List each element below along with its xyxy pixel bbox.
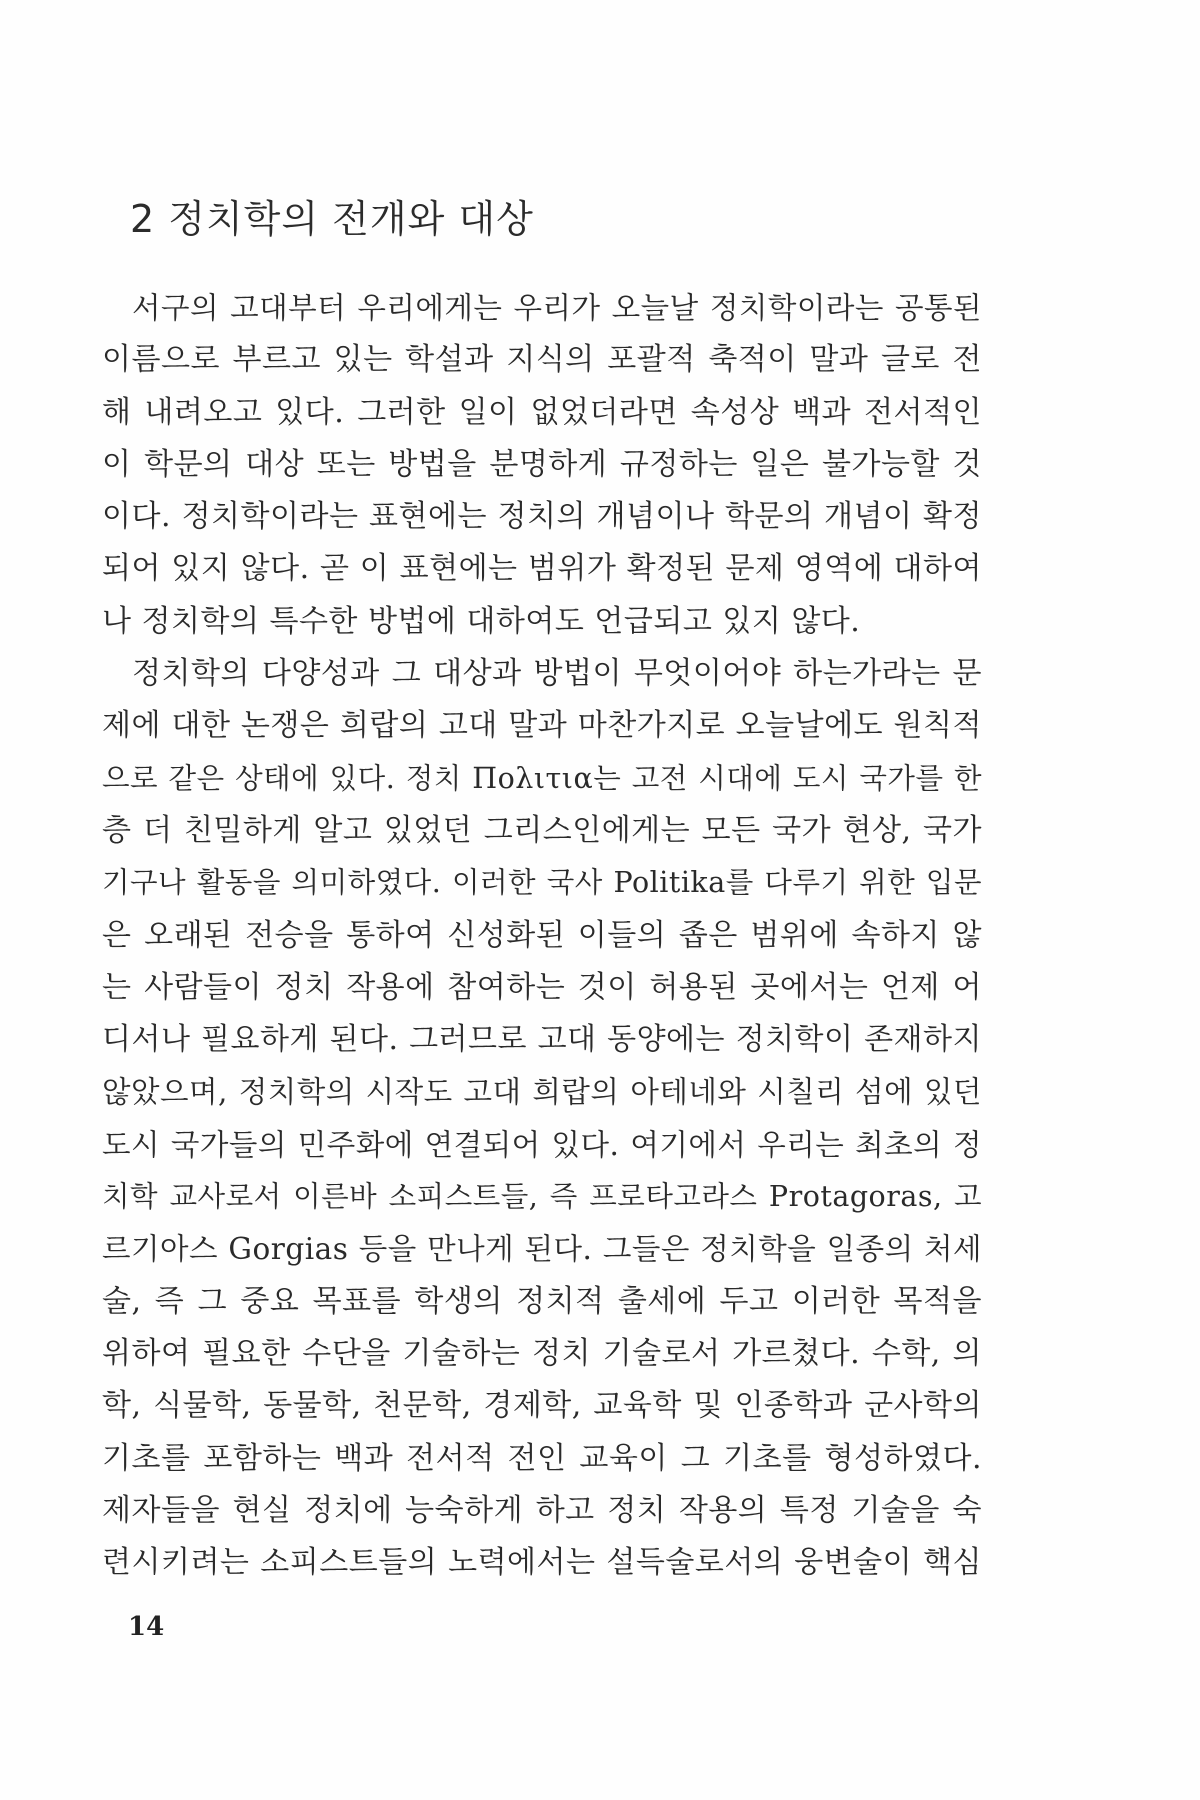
text-line: 학, 식물학, 동물학, 천문학, 경제학, 교육학 및 인종학과 군사학의 [102,1388,982,1424]
text-line: 은 오래된 전승을 통하여 신성화된 이들의 좁은 범위에 속하지 않 [102,917,982,953]
text-line: 층 더 친밀하게 알고 있었던 그리스인에게는 모든 국가 현상, 국가 [102,812,982,848]
text-line: 않았으며, 정치학의 시작도 고대 희랍의 아테네와 시칠리 섬에 있던 [102,1075,982,1110]
text-line: 나 정치학의 특수한 방법에 대하여도 언급되고 있지 않다. [102,603,861,639]
section-heading: 2 정치학의 전개와 대상 [130,197,534,241]
text-line: 서구의 고대부터 우리에게는 우리가 오늘날 정치학이라는 공통된 [132,291,982,325]
text-line: 제에 대한 논쟁은 희랍의 고대 말과 마찬가지로 오늘날에도 원칙적 [102,708,982,744]
text-line: 이 학문의 대상 또는 방법을 분명하게 규정하는 일은 불가능할 것 [102,446,982,482]
text-line: 기구나 활동을 의미하였다. 이러한 국사 Politika를 다루기 위한 입문 [102,866,982,900]
text-line: 이름으로 부르고 있는 학설과 지식의 포괄적 축적이 말과 글로 전 [102,342,982,378]
text-line: 해 내려오고 있다. 그러한 일이 없었더라면 속성상 백과 전서적인 [102,394,982,430]
paragraph-1 [102,282,982,648]
text-line: 술, 즉 그 중요 목표를 학생의 정치적 출세에 두고 이러한 목적을 [102,1283,982,1319]
text-line: 르기아스 Gorgias 등을 만나게 된다. 그들은 정치학을 일종의 처세 [102,1232,982,1267]
text-line: 기초를 포함하는 백과 전서적 전인 교육이 그 기초를 형성하였다. [102,1440,982,1476]
text-line: 는 사람들이 정치 작용에 참여하는 것이 허용된 곳에서는 언제 어 [102,969,982,1005]
text-line: 위하여 필요한 수단을 기술하는 정치 기술로서 가르쳤다. 수학, 의 [102,1335,982,1371]
page-number: 14 [128,1612,165,1642]
text-line: 련시키려는 소피스트들의 노력에서는 설득술로서의 웅변술이 핵심 [102,1545,982,1581]
text-line: 되어 있지 않다. 곧 이 표현에는 범위가 확정된 문제 영역에 대하여 [102,551,982,587]
paragraph-2 [102,648,982,1589]
text-line: 으로 같은 상태에 있다. 정치 Πολιτια는 고전 시대에 도시 국가를 한 [102,761,982,795]
text-line: 도시 국가들의 민주화에 연결되어 있다. 여기에서 우리는 최초의 정 [102,1127,982,1162]
text-line: 이다. 정치학이라는 표현에는 정치의 개념이나 학문의 개념이 확정 [102,499,982,535]
text-line: 치학 교사로서 이른바 소피스트들, 즉 프로타고라스 Protagoras, 고 [102,1180,982,1214]
body-text [102,282,982,1589]
text-line: 디서나 필요하게 된다. 그러므로 고대 동양에는 정치학이 존재하지 [102,1022,982,1058]
text-line: 정치학의 다양성과 그 대상과 방법이 무엇이어야 하는가라는 문 [132,656,982,692]
text-line: 제자들을 현실 정치에 능숙하게 하고 정치 작용의 특정 기술을 숙 [102,1492,982,1528]
